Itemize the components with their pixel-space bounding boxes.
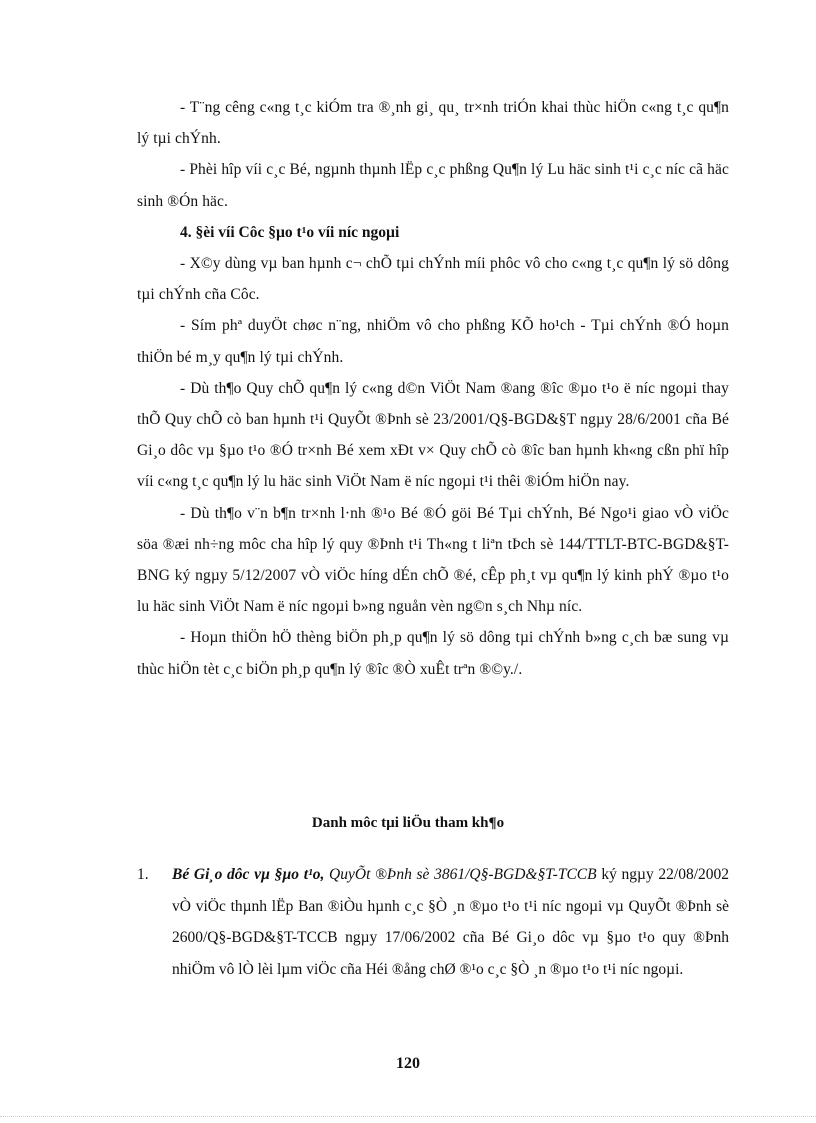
reference-description: ký ngµy 22/08/2002 vÒ viÖc thµnh lËp Ban ®iÒu hµnh c¸c §Ò ¸n ®µo t¹o t¹i níc ngoµi vµ QuyÕt ®Þnh sè 2600/Q§-BGD&§T-TCCB ngµy 17/06/2002 cña Bé Gi¸o dôc vµ §µo t¹o quy ®Þnh nhiÖm vô lÒ lèi lµm viÖc cña Héi ®ång chØ ®¹o c¸c §Ò ¸n ®µo t¹o t¹i níc ngoµi. xyxy=(172,866,730,978)
paragraph-draft-regulation: - Dù th¶o Quy chÕ qu¶n lý c«ng d©n ViÖt Nam ®ang ®îc ®µo t¹o ë níc ngoµi thay thÕ Quy chÕ cò ban hµnh t¹i QuyÕt ®Þnh sè 23/2001/Q§-BGD&§T ngµy 28/6/2001 cña Bé Gi¸o dôc vµ §µo t¹o ®Ó tr×nh Bé xem xÐt v× Quy chÕ cò ®îc ban hµnh kh«ng cßn phï hîp víi c«ng t¸c qu¶n lý lu häc sinh ViÖt Nam ë níc ngoµi t¹i thêi ®iÓm hiÖn nay. xyxy=(137,379,729,491)
reference-text xyxy=(172,859,729,985)
paragraph-coordination: - Phèi hîp víi c¸c Bé, ngµnh thµnh lËp c¸c phßng Qu¶n lý Lu häc sinh t¹i c¸c níc cã häc sinh ®Ón häc. xyxy=(137,161,729,210)
page-number: 120 xyxy=(396,1055,420,1072)
section-heading: 4. §èi víi Côc §µo t¹o víi níc ngoµi xyxy=(180,223,400,241)
paragraph-complete-system: - Hoµn thiÖn hÖ thèng biÖn ph¸p qu¶n lý sö dông tµi chÝnh b»ng c¸ch bæ sung vµ thùc hiÖn tèt c¸c biÖn ph¸p qu¶n lý ®îc ®Ò xuÊt trªn ®©y./. xyxy=(137,629,729,678)
paragraph-draft-document: - Dù th¶o v¨n b¶n tr×nh l·nh ®¹o Bé ®Ó göi Bé Tµi chÝnh, Bé Ngo¹i giao vÒ viÖc söa ®æi nh÷ng môc cha hîp lý quy ®Þnh t¹i Th«ng t liªn tÞch sè 144/TTLT-BTC-BGD&§T-BNG ký ngµy 5/12/2007 vÒ viÖc híng dÉn chÕ ®é, cÊp ph¸t vµ qu¶n lý kinh phÝ ®µo t¹o lu häc sinh ViÖt Nam ë níc ngoµi b»ng nguån vèn ng©n s¸ch Nhµ níc. xyxy=(137,504,729,616)
paragraph-financial-mechanism: - X©y dùng vµ ban hµnh c¬ chÕ tµi chÝnh míi phôc vô cho c«ng t¸c qu¶n lý sö dông tµi chÝnh cña Côc. xyxy=(137,255,729,304)
page-bottom-rule xyxy=(0,1116,816,1117)
paragraph-inspection: - T¨ng cêng c«ng t¸c kiÓm tra ®¸nh gi¸ qu¸ tr×nh triÓn khai thùc hiÖn c«ng t¸c qu¶n lý tµi chÝnh. xyxy=(137,99,729,148)
paragraph-planning-department: - Sím phª duyÖt chøc n¨ng, nhiÖm vô cho phßng KÕ ho¹ch - Tµi chÝnh ®Ó hoµn thiÖn bé m¸y qu¶n lý tµi chÝnh. xyxy=(137,317,729,366)
body-text xyxy=(137,92,729,685)
references-title: Danh môc tµi liÖu tham kh¶o xyxy=(311,815,505,831)
reference-author: Bé Gi¸o dôc vµ §µo t¹o, xyxy=(172,866,325,883)
reference-number: 1. xyxy=(137,866,149,883)
reference-document: QuyÕt ®Þnh sè 3861/Q§-BGD&§T-TCCB xyxy=(329,866,597,883)
reference-item xyxy=(137,859,729,985)
